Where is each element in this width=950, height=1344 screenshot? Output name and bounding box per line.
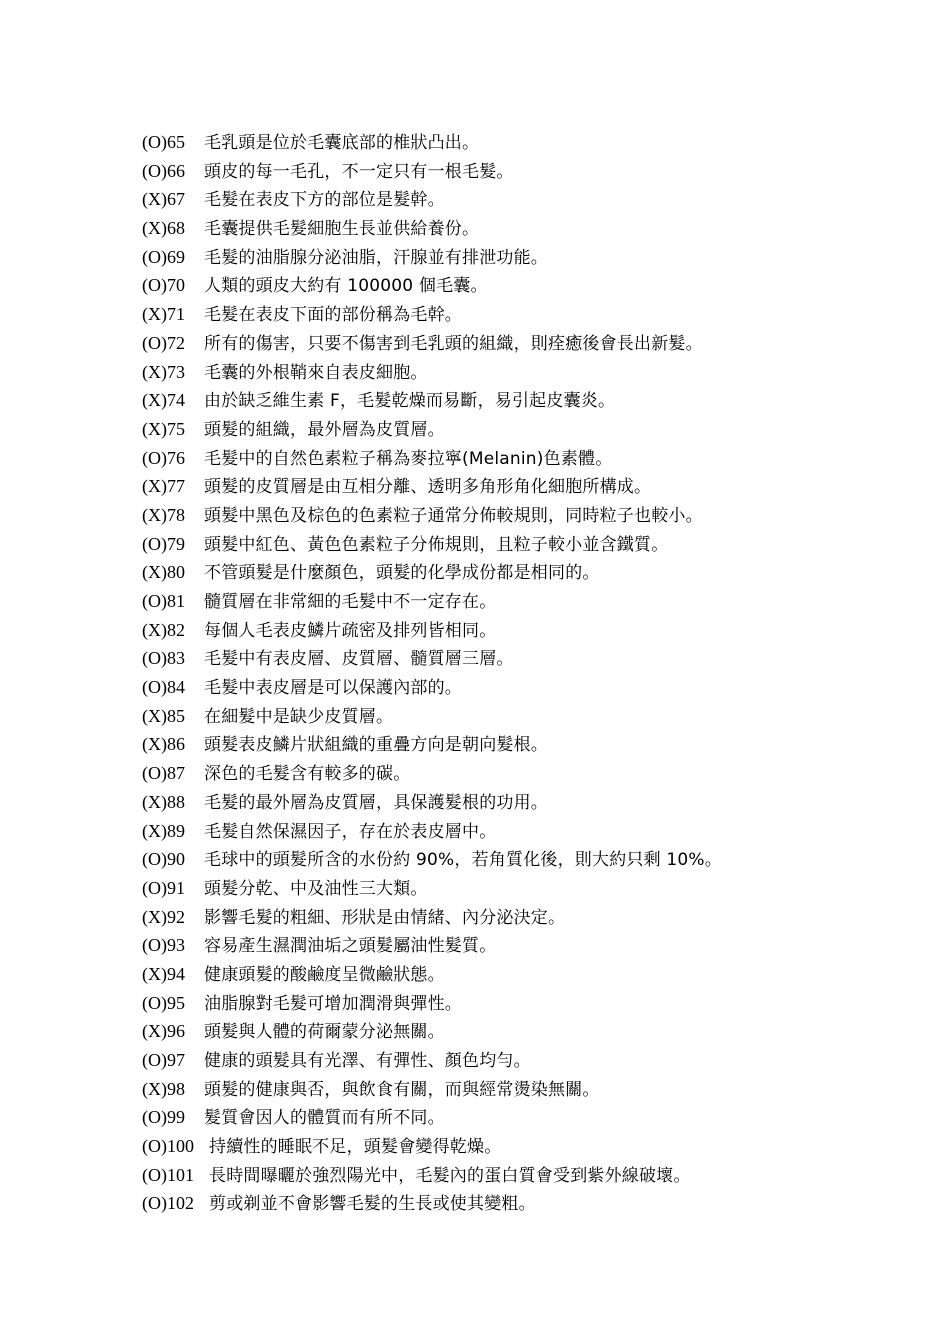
question-answer-number: (X)67	[142, 189, 185, 210]
question-statement: 頭髮的皮質層是由互相分離、透明多角形角化細胞所構成。	[204, 477, 652, 498]
question-item	[142, 1075, 922, 1104]
question-statement: 由於缺乏維生素 F，毛髮乾燥而易斷，易引起皮囊炎。	[204, 391, 616, 412]
question-item	[142, 1132, 922, 1161]
question-statement: 每個人毛表皮鱗片疏密及排列皆相同。	[204, 620, 497, 641]
question-statement: 健康頭髮的酸鹼度呈微鹼狀態。	[204, 964, 445, 985]
question-item	[142, 874, 922, 903]
question-statement: 剪或剃並不會影響毛髮的生長或使其變粗。	[209, 1194, 536, 1215]
question-answer-number: (X)77	[142, 476, 185, 497]
question-answer-number: (O)72	[142, 332, 185, 353]
question-answer-number: (X)94	[142, 963, 185, 984]
question-statement: 頭髮中黑色及棕色的色素粒子通常分佈較規則，同時粒子也較小。	[204, 505, 703, 526]
question-statement: 毛囊提供毛髮細胞生長並供給養份。	[204, 219, 480, 240]
question-item	[142, 989, 922, 1018]
question-answer-number: (O)97	[142, 1050, 185, 1070]
question-statement: 頭髮中紅色、黃色色素粒子分佈規則，且粒子較小並含鐵質。	[204, 534, 669, 555]
question-answer-number: (X)80	[142, 562, 185, 583]
question-answer-number: (O)102	[142, 1193, 194, 1214]
question-statement: 健康的頭髮具有光澤、有彈性、顏色均勻。	[204, 1051, 531, 1071]
question-answer-number: (X)88	[142, 791, 185, 812]
question-answer-number: (O)66	[142, 160, 185, 181]
question-item	[142, 1161, 922, 1190]
question-statement: 頭髮的組織，最外層為皮質層。	[204, 419, 445, 440]
question-item	[142, 185, 922, 214]
question-statement: 毛髮的油脂腺分泌油脂，汗腺並有排泄功能。	[204, 247, 548, 268]
question-item	[142, 788, 922, 817]
question-item	[142, 845, 922, 874]
question-item	[142, 530, 922, 559]
question-answer-number: (X)96	[142, 1021, 185, 1042]
question-answer-number: (O)93	[142, 935, 185, 956]
question-item	[142, 415, 922, 444]
question-answer-number: (O)90	[142, 849, 185, 870]
question-item	[142, 128, 922, 157]
question-statement: 頭髮表皮鱗片狀組織的重疊方向是朝向髮根。	[204, 735, 548, 756]
question-item	[142, 300, 922, 329]
question-item	[142, 1017, 922, 1046]
question-statement: 頭髮分乾、中及油性三大類。	[204, 878, 428, 899]
question-answer-number: (X)98	[142, 1078, 185, 1099]
question-item	[142, 444, 922, 473]
question-item	[142, 329, 922, 358]
question-answer-number: (O)84	[142, 677, 185, 698]
question-answer-number: (O)95	[142, 992, 185, 1013]
question-item	[142, 157, 922, 186]
question-answer-number: (X)85	[142, 705, 185, 726]
question-item	[142, 271, 922, 300]
question-item	[142, 558, 922, 587]
question-answer-number: (O)65	[142, 132, 185, 152]
question-statement: 持續性的睡眠不足，頭髮會變得乾燥。	[209, 1137, 502, 1158]
question-answer-number: (O)70	[142, 275, 185, 296]
question-item	[142, 759, 922, 788]
question-item	[142, 1189, 922, 1218]
question-statement: 毛髮的最外層為皮質層，具保護髮根的功用。	[204, 792, 548, 813]
question-item	[142, 472, 922, 501]
question-statement: 頭髮與人體的荷爾蒙分泌無關。	[204, 1022, 445, 1043]
question-statement: 人類的頭皮大約有 100000 個毛囊。	[204, 276, 488, 297]
question-answer-number: (X)71	[142, 304, 185, 325]
question-answer-number: (X)74	[142, 390, 185, 411]
question-item	[142, 644, 922, 673]
question-answer-number: (O)81	[142, 591, 185, 611]
question-answer-number: (X)89	[142, 820, 185, 841]
question-statement: 毛乳頭是位於毛囊底部的椎狀凸出。	[204, 133, 480, 153]
question-item	[142, 702, 922, 731]
question-answer-number: (O)76	[142, 447, 185, 468]
question-answer-number: (O)79	[142, 533, 185, 554]
question-item	[142, 501, 922, 530]
question-answer-number: (X)86	[142, 734, 185, 755]
question-item	[142, 214, 922, 243]
question-answer-number: (O)99	[142, 1107, 185, 1128]
question-statement: 長時間曝曬於強烈陽光中，毛髮內的蛋白質會受到紫外線破壞。	[209, 1165, 691, 1186]
question-item	[142, 931, 922, 960]
question-item	[142, 616, 922, 645]
question-statement: 頭髮的健康與否，與飲食有關，而與經常燙染無關。	[204, 1079, 600, 1100]
question-statement: 在細髮中是缺少皮質層。	[204, 706, 394, 727]
question-statement: 髮質會因人的體質而有所不同。	[204, 1108, 445, 1129]
question-item	[142, 1046, 922, 1075]
question-answer-number: (X)82	[142, 619, 185, 640]
question-statement: 毛球中的頭髮所含的水份約 90%，若角質化後，則大約只剩 10%。	[204, 850, 722, 871]
question-item	[142, 817, 922, 846]
question-item	[142, 386, 922, 415]
question-item	[142, 1103, 922, 1132]
question-item	[142, 673, 922, 702]
question-statement: 毛髮中有表皮層、皮質層、髓質層三層。	[204, 649, 514, 670]
question-item	[142, 587, 922, 616]
question-statement: 髓質層在非常細的毛髮中不一定存在。	[204, 592, 497, 612]
question-answer-number: (O)100	[142, 1136, 194, 1157]
question-statement: 毛髮自然保濕因子，存在於表皮層中。	[204, 821, 497, 842]
question-item	[142, 358, 922, 387]
question-answer-number: (O)83	[142, 648, 185, 669]
question-answer-number: (X)68	[142, 218, 185, 239]
question-statement: 容易產生濕潤油垢之頭髮屬油性髮質。	[204, 936, 497, 957]
question-statement: 頭皮的每一毛孔，不一定只有一根毛髮。	[204, 161, 514, 182]
question-statement: 油脂腺對毛髮可增加潤滑與彈性。	[204, 993, 462, 1014]
question-item	[142, 903, 922, 932]
question-statement: 毛髮在表皮下方的部位是髮幹。	[204, 190, 445, 211]
question-answer-number: (X)73	[142, 361, 185, 382]
question-list	[142, 128, 922, 1218]
question-statement: 所有的傷害，只要不傷害到毛乳頭的組織，則痊癒後會長出新髮。	[204, 333, 703, 354]
question-answer-number: (O)87	[142, 763, 185, 784]
question-statement: 毛囊的外根鞘來自表皮細胞。	[204, 362, 428, 383]
question-item	[142, 960, 922, 989]
question-statement: 深色的毛髮含有較多的碳。	[204, 764, 411, 785]
question-statement: 不管頭髮是什麼顏色，頭髮的化學成份都是相同的。	[204, 563, 600, 584]
question-answer-number: (X)78	[142, 504, 185, 525]
question-item	[142, 730, 922, 759]
question-answer-number: (O)69	[142, 246, 185, 267]
question-statement: 影響毛髮的粗細、形狀是由情緒、內分泌決定。	[204, 907, 566, 928]
question-answer-number: (X)75	[142, 418, 185, 439]
question-answer-number: (O)101	[142, 1164, 194, 1185]
question-statement: 毛髮中的自然色素粒子稱為麥拉寧(Melanin)色素體。	[204, 448, 613, 469]
question-statement: 毛髮中表皮層是可以保護內部的。	[204, 678, 462, 699]
question-item	[142, 243, 922, 272]
question-answer-number: (X)92	[142, 906, 185, 927]
question-answer-number: (O)91	[142, 877, 185, 898]
question-statement: 毛髮在表皮下面的部份稱為毛幹。	[204, 305, 462, 326]
